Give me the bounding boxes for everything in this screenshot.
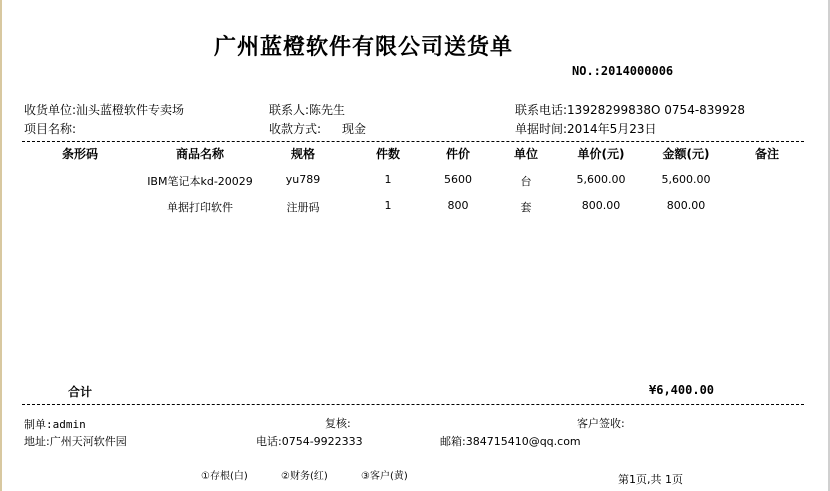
table-row-1-quantity: 1 — [384, 173, 392, 186]
table-row-1-amount: 5,600.00 — [661, 173, 711, 186]
total-label: 合计 — [68, 385, 93, 399]
telephone: 电话:0754-9922333 — [256, 435, 363, 448]
table-row-2-quantity: 1 — [384, 199, 392, 212]
col-header-unit: 单位 — [513, 147, 538, 161]
table-row-1-spec: yu789 — [285, 173, 321, 186]
page-left-border — [0, 0, 2, 491]
contact-person: 联系人:陈先生 — [269, 103, 346, 117]
contact-phone: 联系电话:13928299838O 0754-839928 — [515, 103, 745, 117]
maker: 制单:admin — [24, 418, 86, 431]
receiver-unit: 收货单位:汕头蓝橙软件专卖场 — [24, 103, 185, 117]
col-header-barcode: 条形码 — [61, 147, 98, 161]
project-name: 项目名称: — [24, 122, 77, 136]
col-header-quantity: 件数 — [375, 147, 400, 161]
payment-method-label: 收款方式: — [269, 122, 322, 136]
col-header-product-name: 商品名称 — [175, 147, 224, 161]
table-row-1-unit-price: 5,600.00 — [576, 173, 626, 186]
copy-finance: ②财务(红) — [281, 471, 328, 482]
col-header-unit-price: 单价(元) — [577, 147, 625, 161]
col-header-spec: 规格 — [290, 147, 315, 161]
table-row-1-unit: 台 — [520, 175, 532, 188]
document-number: NO.:2014000006 — [572, 64, 674, 78]
email: 邮箱:384715410@qq.com — [440, 435, 581, 448]
table-row-2-unit-price: 800.00 — [581, 199, 621, 212]
total-value: ¥6,400.00 — [649, 383, 715, 397]
table-row-1-piece-price: 5600 — [444, 173, 472, 186]
header-divider — [22, 141, 804, 142]
document-date: 单据时间:2014年5月23日 — [515, 122, 657, 136]
table-row-2-unit: 套 — [520, 201, 532, 214]
address: 地址:广州天河软件园 — [24, 435, 127, 448]
table-row-1-product-name: IBM笔记本kd-20029 — [147, 175, 253, 188]
payment-method-value: 现金 — [342, 122, 367, 136]
copy-customer: ③客户(黄) — [361, 471, 408, 482]
document-title: 广州蓝橙软件有限公司送货单 — [214, 35, 514, 60]
table-row-2-spec: 注册码 — [286, 201, 320, 214]
col-header-amount: 金额(元) — [662, 147, 710, 161]
customer-sign: 客户签收: — [577, 417, 625, 430]
footer-divider — [22, 404, 804, 405]
copy-stub: ①存根(白) — [201, 471, 248, 482]
review: 复核: — [325, 417, 351, 430]
table-row-2-product-name: 单据打印软件 — [167, 201, 233, 214]
page-indicator: 第1页,共 1页 — [618, 473, 683, 486]
col-header-piece-price: 件价 — [445, 147, 470, 161]
col-header-remark: 备注 — [754, 147, 779, 161]
table-row-2-piece-price: 800 — [447, 199, 469, 212]
table-row-2-amount: 800.00 — [666, 199, 706, 212]
